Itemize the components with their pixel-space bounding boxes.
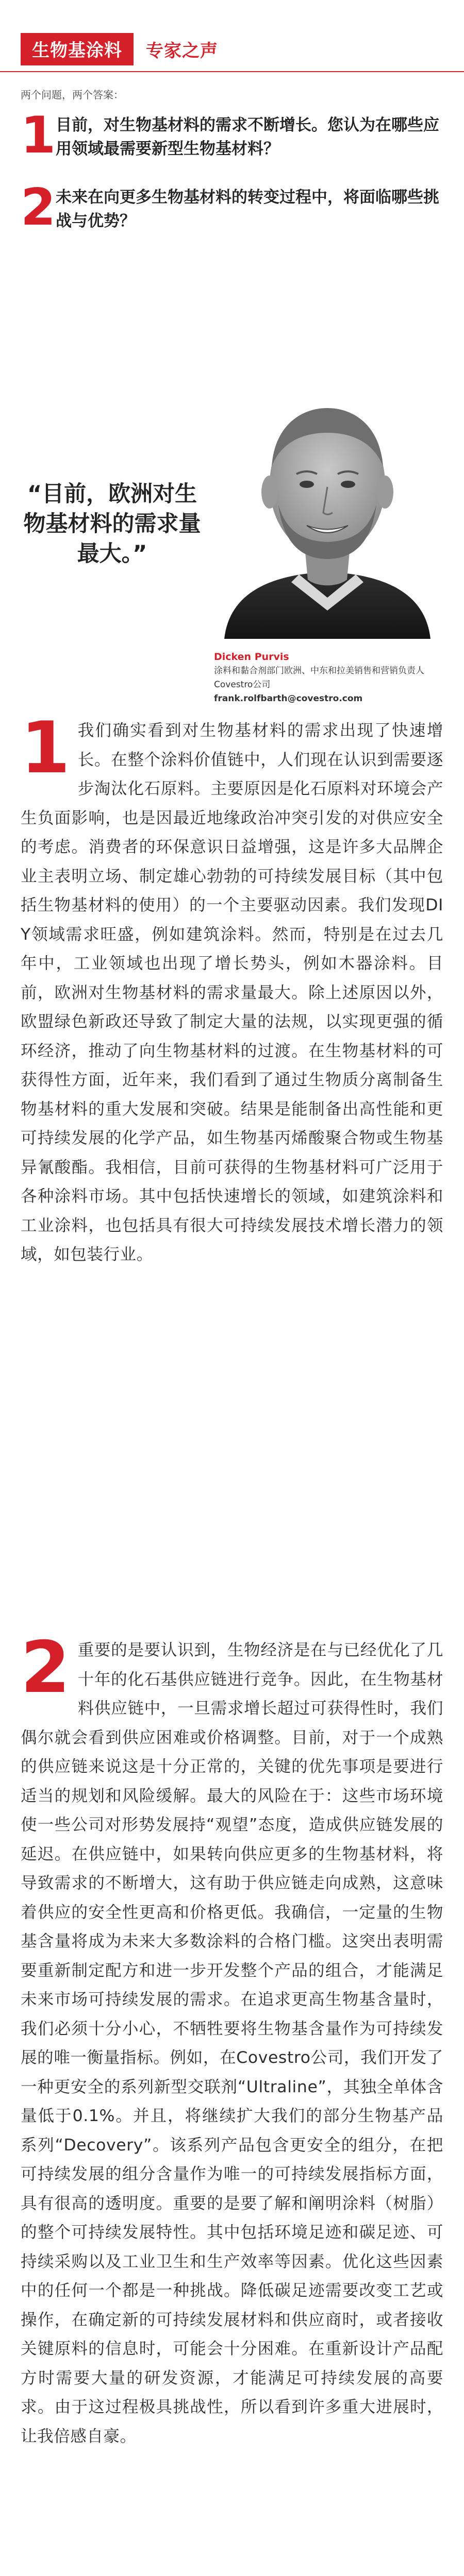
answer-paragraph (21, 706, 443, 1269)
header-divider (0, 71, 464, 72)
answer-number: 2 (21, 1626, 71, 1709)
person-email: frank.rolfbarth@covestro.com (214, 693, 363, 704)
answer-text: 我们确实看到对生物基材料的需求出现了快速增长。在整个涂料价值链中，人们现在认识到需要逐步淘汰化石原料。主要原因是化石原料对环境会产生负面影响，也是因最近地缘政治冲突引发的对供应安全的考虑。消费者的环保意识日益增强，这是许多大品牌企业主表明立场、制定雄心勃勃的可持续发展目标（其中包括生物基材料的使用）的一个主要驱动因素。我们发现DIY领域需求旺盛，例如建筑涂料。然而，特别是在过去几年中，工业领域也出现了增长势头，例如木器涂料。目前，欧洲对生物基材料的需求量最大。除上述原因以外，欧盟绿色新政还导致了制定大量的法规，以实现更强的循环经济，推动了向生物基材料的过渡。在生物基材料的可获得性方面，近年来，我们看到了通过生物质分离制备生物基材料的重大发展和突破。结果是能制备出高性能和更可持续发展的化学产品，如生物基丙烯酸聚合物或生物基异氰酸酯。我相信，目前可获得的生物基材料可广泛用于各种涂料市场。其中包括快速增长的领域，如建筑涂料和工业涂料，也包括具有很大可持续发展技术增长潜力的领域，如包装行业。 (21, 721, 443, 1264)
answer-paragraph (21, 1626, 443, 2451)
question-number: 2 (21, 178, 56, 237)
person-company: Covestro公司 (214, 680, 271, 690)
question-number: 1 (21, 106, 56, 165)
question-text: 未来在向更多生物基材料的转变过程中，将面临哪些挑战与优势？ (56, 188, 439, 230)
answer-text: 重要的是要认识到，生物经济是在与已经优化了几十年的化石基供应链进行竞争。因此，在生物基材料供应链中，一旦需求增长超过可获得性时，我们偶尔就会看到供应困难或价格调整。目前，对于一个成熟的供应链来说这是十分正常的，关键的优先事项是要进行适当的规划和风险缓解。最大的风险在于：这些市场环境使一些公司对形势发展持“观望”态度，造成供应链发展的延迟。在供应链中，如果转向供应更多的生物基材料，将导致需求的不断增大，这有助于供应链走向成熟，这意味着供应的安全性更高和价格更低。我确信，一定量的生物基含量将成为未来大多数涂料的合格门槛。这突出表明需要重新制定配方和进一步开发整个产品的组合，才能满足未来市场可持续发展的需求。在追求更高生物基含量时，我们必须十分小心，不牺牲要将生物基含量作为可持续发展的唯一衡量指标。例如，在Covestro公司，我们开发了一种更安全的系列新型交联剂“Ultraline”，其独全单体含量低于0.1%。并且，将继续扩大我们的部分生物基产品系列“Decovery”。该系列产品包含更安全的组分，在把可持续发展的组分含量作为唯一的可持续发展指标方面，具有很高的透明度。重要的是要了解和阐明涂料（树脂）的整个可持续发展特性。其中包括环境足迹和碳足迹、可持续采购以及工业卫生和生产效率等因素。优化这些因素中的任何一个都是一种挑战。降低碳足迹需要改变工艺或操作，在确定新的可持续发展材料和供应商时，或者接收关键原料的信息时，可能会十分困难。在重新设计产品配方时需要大量的研发资源，才能满足可持续发展的高要求。由于这过程极具挑战性，所以看到许多重大进展时，让我倍感自豪。 (21, 1641, 443, 2446)
category-tag: 生物基涂料 (21, 33, 134, 65)
person-name: Dicken Purvis (214, 651, 289, 663)
question-text: 目前，对生物基材料的需求不断增长。您认为在哪些应用领域最需要新型生物基材料？ (56, 116, 439, 158)
person-title: 涂料和黏合剂部门欧洲、中东和拉美销售和营销负责人 (214, 666, 424, 676)
portrait-photo (214, 376, 441, 639)
questions-intro: 两个问题，两个答案： (21, 89, 124, 101)
section-header (21, 32, 218, 66)
answer-number: 1 (21, 706, 71, 789)
question-2 (21, 178, 443, 237)
answer-2 (21, 1626, 443, 2451)
pull-quote: “目前，欧洲对生物基材料的需求量最大。” (23, 481, 201, 567)
person-caption (214, 650, 441, 706)
column-title: 专家之声 (146, 40, 218, 61)
question-1 (21, 106, 443, 165)
answer-1 (21, 706, 443, 1269)
